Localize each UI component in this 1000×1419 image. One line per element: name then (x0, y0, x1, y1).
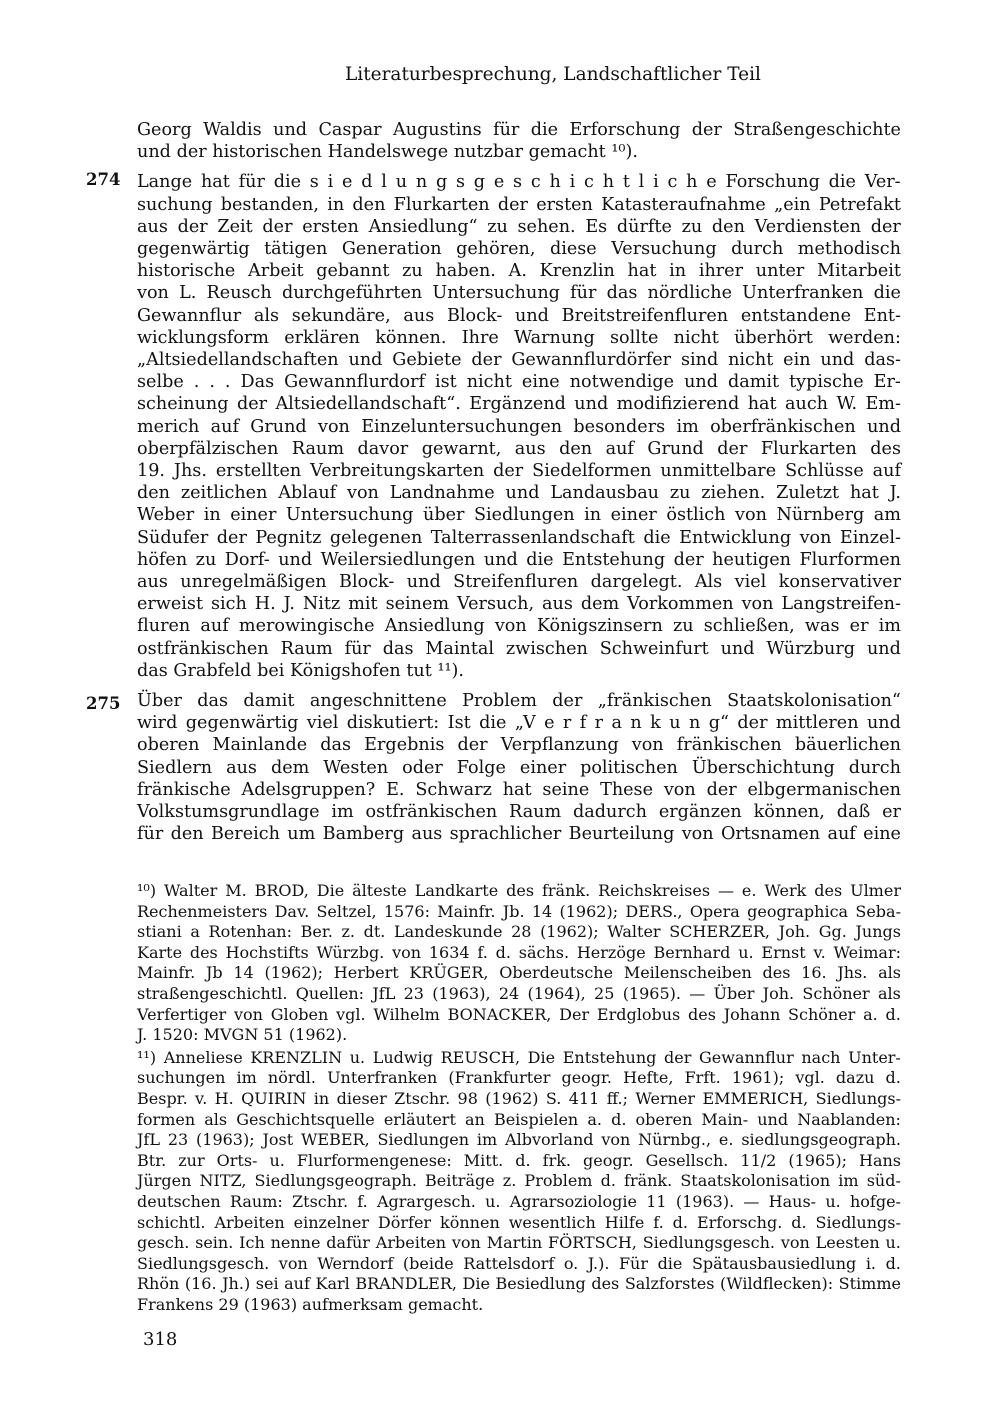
text-line: aus unregelmäßigen Block- und Streifenfluren dargelegt. Als viel konservativer (137, 572, 901, 593)
footnote-10 (137, 881, 901, 1046)
footnote-line: Mainfr. Jb 14 (1962); Herbert KRÜGER, Oberdeutsche Meilenscheiben des 16. Jhs. als (137, 963, 901, 983)
text-line: den zeitlichen Ablauf von Landnahme und Landausbau zu ziehen. Zuletzt hat J. (137, 483, 901, 504)
text-line: für den Bereich um Bamberg aus sprachlicher Beurteilung von Ortsnamen auf eine (137, 824, 901, 845)
main-text (137, 119, 901, 846)
footnote-line: schichtl. Arbeiten einzelner Dörfer können wesentlich Hilfe f. d. Erforschg. d. Siedlungs- (137, 1212, 901, 1232)
text-line: Weber in einer Untersuchung über Siedlungen in einer östlich von Nürnberg am (137, 505, 901, 526)
footnote-line: Siedlungsgesch. von Werndorf (beide Rattelsdorf o. J.). Für die Spätausbausiedlung i. d. (137, 1253, 901, 1273)
text-line: gegenwärtig tätigen Generation gehören, diese Versuchung durch methodisch (137, 239, 901, 260)
text-line: suchung bestanden, in den Flurkarten der ersten Katasteraufnahme „ein Petrefakt (137, 194, 901, 215)
text-line: Georg Waldis und Caspar Augustins für die Erforschung der Straßengeschichte (137, 120, 901, 140)
footnote-line: Verfertiger von Globen vgl. Wilhelm BONACKER, Der Erdglobus des Johann Schöner a. d. (137, 1004, 901, 1024)
text-line: 19. Jhs. erstellten Verbreitungskarten der Siedelformen unmittelbare Schlüsse auf (137, 461, 901, 482)
text-line: merich auf Grund von Einzeluntersuchungen besonders im oberfränkischen und (137, 416, 901, 437)
text-line: aus der Zeit der ersten Ansiedlung“ zu sehen. Es dürfte zu den Verdiensten der (137, 216, 901, 237)
text-line: Volkstumsgrundlage im ostfränkischen Raum dadurch ergänzen können, daß er (137, 802, 901, 823)
text-line: selbe . . . Das Gewannflurdorf ist nicht eine notwendige und damit typische Er- (137, 372, 901, 393)
paragraph (137, 690, 901, 845)
text-line: wird gegenwärtig viel diskutiert: Ist die „V e r f r a n k u n g“ der mittleren und (137, 713, 901, 734)
text-line: fränkische Adelsgruppen? E. Schwarz hat seine These von der elbgermanischen (137, 779, 901, 800)
text-line: das Grabfeld bei Königshofen tut ¹¹). (137, 660, 464, 681)
text-line: Lange hat für die s i e d l u n g s g e s c h i c h t l i c h e Forschung die Ver- (137, 172, 901, 193)
footnote-line: ¹¹) Anneliese KRENZLIN u. Ludwig REUSCH, Die Entstehung der Gewannflur nach Unter- (137, 1047, 901, 1067)
text-line: wicklungsform erklären können. Ihre Warnung sollte nicht überhört werden: (137, 327, 901, 348)
text-line: oberpfälzischen Raum davor gewarnt, aus den auf Grund der Flurkarten des (137, 438, 901, 459)
footnote-line: formen als Geschichtsquelle erläutert an Beispielen a. d. oberen Main- und Naablanden: (137, 1109, 901, 1129)
page-number: 318 (143, 1329, 178, 1350)
paragraph (137, 119, 901, 163)
footnotes (137, 881, 901, 1315)
text-line: „Altsiedellandschaften und Gebiete der Gewannflurdörfer sind nicht ein und das- (137, 350, 901, 371)
running-head: Literaturbesprechung, Landschaftlicher Teil (345, 64, 761, 85)
text-line: Südufer der Pegnitz gelegenen Talterrassenlandschaft die Entwicklung von Einzel- (137, 527, 901, 548)
footnote-line: J. 1520: MVGN 51 (1962). (137, 1025, 348, 1045)
footnote-line: suchungen im nördl. Unterfranken (Frankfurter geogr. Hefte, Frft. 1961); vgl. dazu d. (137, 1068, 901, 1088)
text-line: Siedlern aus dem Westen oder Folge einer politischen Überschichtung durch (137, 757, 901, 778)
text-line: ostfränkischen Raum für das Maintal zwischen Schweinfurt und Würzburg und (137, 638, 901, 659)
margin-number-275: 275 (86, 694, 121, 713)
text-line: historische Arbeit gebannt zu haben. A. Krenzlin hat in ihrer unter Mitarbeit (137, 261, 901, 282)
text-line: erweist sich H. J. Nitz mit seinem Versuch, aus dem Vorkommen von Langstreifen- (137, 594, 901, 615)
footnote-line: Bespr. v. H. QUIRIN in dieser Ztschr. 98 (1962) S. 411 ff.; Werner EMMERICH, Siedlungs- (137, 1088, 901, 1108)
footnote-11 (137, 1048, 901, 1316)
paragraph (137, 171, 901, 682)
text-line: höfen zu Dorf- und Weilersiedlungen und die Entstehung der heutigen Flurformen (137, 549, 901, 570)
text-line: Über das damit angeschnittene Problem der „fränkischen Staatskolonisation“ (137, 691, 901, 712)
footnote-line: Frankens 29 (1963) aufmerksam gemacht. (137, 1294, 484, 1314)
text-line: und der historischen Handelswege nutzbar gemacht ¹⁰). (137, 142, 638, 163)
margin-number-274: 274 (86, 170, 121, 189)
text-line: Gewannflur als sekundäre, aus Block- und Breitstreifenfluren entstandene Ent- (137, 305, 901, 326)
footnote-line: gesch. sein. Ich nenne dafür Arbeiten von Martin FÖRTSCH, Siedlungsgesch. von Leesten u. (137, 1233, 901, 1253)
footnote-line: Btr. zur Orts- u. Flurformengenese: Mitt. d. frk. geogr. Gesellsch. 11/2 (1965); Hans (137, 1150, 901, 1170)
text-line: scheinung der Altsiedellandschaft“. Ergänzend und modifizierend hat auch W. Em- (137, 394, 901, 415)
footnote-line: Rhön (16. Jh.) sei auf Karl BRANDLER, Die Besiedlung des Salzforstes (Wildflecken): Stimme (137, 1274, 901, 1294)
footnote-line: JfL 23 (1963); Jost WEBER, Siedlungen im Albvorland von Nürnbg., e. siedlungsgeograph. (137, 1130, 901, 1150)
footnote-line: straßengeschichtl. Quellen: JfL 23 (1963), 24 (1964), 25 (1965). — Über Joh. Schöner als (137, 983, 901, 1003)
footnote-line: deutschen Raum: Ztschr. f. Agrargesch. u. Agrarsoziologie 11 (1963). — Haus- u. hofge- (137, 1191, 901, 1211)
text-line: fluren auf merowingische Ansiedlung von Königszinsern zu schließen, was er im (137, 616, 901, 637)
footnote-line: stiani a Rotenhan: Ber. z. dt. Landeskunde 28 (1962); Walter SCHERZER, Joh. Gg. Jungs (137, 922, 901, 942)
text-line: oberen Mainlande das Ergebnis der Verpflanzung von fränkischen bäuerlichen (137, 735, 901, 756)
footnote-line: Jürgen NITZ, Siedlungsgeograph. Beiträge z. Problem d. fränk. Staatskolonisation im süd- (137, 1171, 901, 1191)
footnote-line: ¹⁰) Walter M. BROD, Die älteste Landkarte des fränk. Reichskreises — e. Werk des Ulmer (137, 881, 901, 900)
footnote-line: Karte des Hochstifts Würzbg. von 1634 f. d. sächs. Herzöge Bernhard u. Ernst v. Weimar: (137, 942, 901, 962)
footnote-line: Rechenmeisters Dav. Seltzel, 1576: Mainfr. Jb. 14 (1962); DERS., Opera geographica Seba- (137, 901, 901, 921)
text-line: von L. Reusch durchgeführten Untersuchung für das nördliche Unterfranken die (137, 283, 901, 304)
